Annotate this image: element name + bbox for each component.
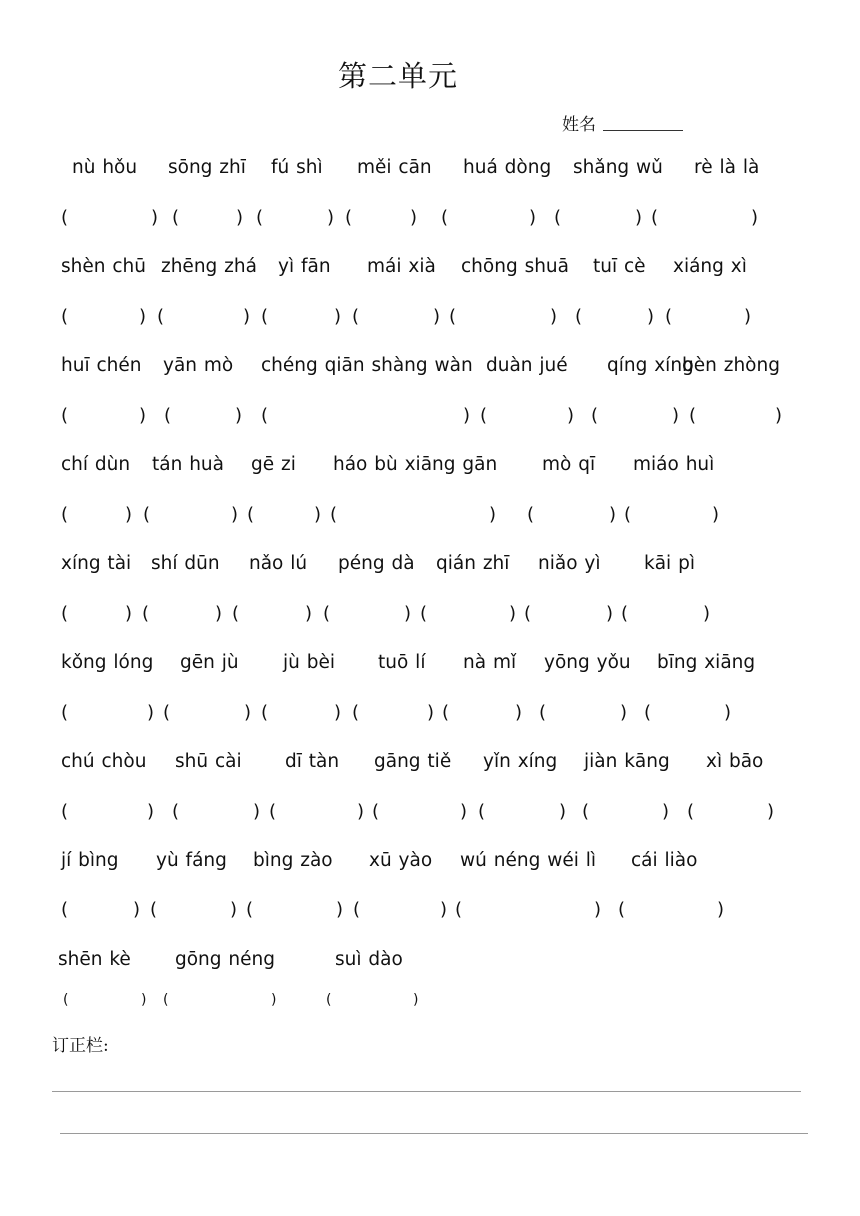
answer-blank-close-paren[interactable]: ) — [314, 504, 322, 525]
answer-blank-close-paren[interactable]: ) — [125, 504, 133, 525]
pinyin-word: tuī cè — [593, 256, 646, 277]
answer-blank-open-paren[interactable]: ( — [157, 306, 165, 327]
answer-blank-open-paren[interactable]: ( — [232, 603, 240, 624]
pinyin-word: shǎng wǔ — [573, 157, 663, 178]
pinyin-word: péng dà — [338, 553, 415, 574]
answer-blank-close-paren[interactable]: ) — [147, 702, 155, 723]
answer-blank-close-paren[interactable]: ) — [305, 603, 313, 624]
pinyin-row — [0, 751, 860, 777]
answer-blank-close-paren[interactable]: ) — [550, 306, 558, 327]
answer-blank-open-paren[interactable]: ( — [150, 899, 158, 920]
answer-blank-open-paren[interactable]: ( — [539, 702, 547, 723]
answer-blank-open-paren[interactable]: ( — [61, 603, 69, 624]
answer-blank-close-paren[interactable]: ) — [712, 504, 720, 525]
answer-blank-open-paren[interactable]: ( — [582, 801, 590, 822]
answer-blank-open-paren[interactable]: ( — [163, 702, 171, 723]
answer-blank-open-paren[interactable]: ( — [353, 899, 361, 920]
answer-blank-open-paren[interactable]: ( — [61, 405, 69, 426]
answer-blank-open-paren[interactable]: ( — [246, 899, 254, 920]
answer-blank-close-paren[interactable]: ) — [125, 603, 133, 624]
pinyin-word: chéng qiān shàng wàn — [261, 355, 473, 376]
pinyin-row — [0, 553, 860, 579]
pinyin-row — [0, 157, 860, 183]
answer-blank-close-paren[interactable]: ) — [724, 702, 732, 723]
pinyin-word: nù hǒu — [72, 157, 138, 178]
answer-blank-open-paren[interactable]: ( — [172, 207, 180, 228]
answer-blank-close-paren[interactable]: ) — [327, 207, 335, 228]
answer-blank-open-paren[interactable]: ( — [163, 992, 169, 1008]
answer-blank-open-paren[interactable]: ( — [449, 306, 457, 327]
answer-blank-close-paren[interactable]: ) — [413, 992, 419, 1008]
answer-blank-close-paren[interactable]: ) — [410, 207, 418, 228]
answer-blank-open-paren[interactable]: ( — [618, 899, 626, 920]
answer-row — [0, 702, 860, 726]
answer-blank-close-paren[interactable]: ) — [594, 899, 602, 920]
answer-blank-close-paren[interactable]: ) — [717, 899, 725, 920]
answer-blank-open-paren[interactable]: ( — [478, 801, 486, 822]
pinyin-word: háo bù xiāng gān — [333, 454, 498, 475]
answer-blank-close-paren[interactable]: ) — [271, 992, 277, 1008]
answer-blank-open-paren[interactable]: ( — [61, 702, 69, 723]
answer-blank-close-paren[interactable]: ) — [151, 207, 159, 228]
pinyin-word: huī chén — [61, 355, 142, 376]
answer-blank-close-paren[interactable]: ) — [620, 702, 628, 723]
pinyin-word: sōng zhī — [168, 157, 246, 178]
answer-row — [0, 207, 860, 231]
answer-blank-close-paren[interactable]: ) — [243, 306, 251, 327]
page-title: 第二单元 — [338, 59, 459, 93]
answer-blank-close-paren[interactable]: ) — [235, 405, 243, 426]
pinyin-word: yān mò — [163, 355, 234, 376]
answer-blank-open-paren[interactable]: ( — [63, 992, 69, 1008]
pinyin-word: bìng zào — [253, 850, 333, 871]
pinyin-word: bèn zhòng — [682, 355, 780, 376]
pinyin-word: yōng yǒu — [544, 652, 631, 673]
answer-blank-close-paren[interactable]: ) — [567, 405, 575, 426]
answer-blank-open-paren[interactable]: ( — [575, 306, 583, 327]
answer-blank-open-paren[interactable]: ( — [651, 207, 659, 228]
pinyin-word: tuō lí — [378, 652, 426, 673]
answer-blank-close-paren[interactable]: ) — [334, 702, 342, 723]
answer-blank-open-paren[interactable]: ( — [687, 801, 695, 822]
answer-blank-close-paren[interactable]: ) — [509, 603, 517, 624]
answer-blank-close-paren[interactable]: ) — [230, 899, 238, 920]
answer-blank-open-paren[interactable]: ( — [261, 306, 269, 327]
pinyin-word: měi cān — [357, 157, 432, 178]
answer-blank-open-paren[interactable]: ( — [591, 405, 599, 426]
pinyin-word: kǒng lóng — [61, 652, 154, 673]
answer-blank-open-paren[interactable]: ( — [330, 504, 338, 525]
answer-blank-open-paren[interactable]: ( — [61, 306, 69, 327]
pinyin-word: xì bāo — [706, 751, 764, 772]
answer-blank-close-paren[interactable]: ) — [357, 801, 365, 822]
answer-blank-close-paren[interactable]: ) — [672, 405, 680, 426]
answer-blank-close-paren[interactable]: ) — [427, 702, 435, 723]
answer-blank-open-paren[interactable]: ( — [524, 603, 532, 624]
pinyin-word: tán huà — [152, 454, 224, 475]
pinyin-word: chōng shuā — [461, 256, 569, 277]
pinyin-word: chí dùn — [61, 454, 131, 475]
pinyin-word: gēn jù — [180, 652, 239, 673]
answer-blank-close-paren[interactable]: ) — [463, 405, 471, 426]
answer-blank-close-paren[interactable]: ) — [635, 207, 643, 228]
pinyin-row — [0, 454, 860, 480]
pinyin-row — [0, 355, 860, 381]
pinyin-word: yù fáng — [156, 850, 227, 871]
pinyin-word: nǎo lú — [249, 553, 308, 574]
pinyin-word: niǎo yì — [538, 553, 601, 574]
pinyin-word: bīng xiāng — [657, 652, 756, 673]
name-blank-line — [603, 130, 683, 131]
pinyin-word: yì fān — [278, 256, 331, 277]
answer-blank-close-paren[interactable]: ) — [744, 306, 752, 327]
pinyin-word: shí dūn — [151, 553, 220, 574]
answer-blank-open-paren[interactable]: ( — [621, 603, 629, 624]
pinyin-word: shū cài — [175, 751, 242, 772]
answer-blank-open-paren[interactable]: ( — [372, 801, 380, 822]
answer-row — [0, 405, 860, 429]
pinyin-word: wú néng wéi lì — [460, 850, 597, 871]
answer-blank-open-paren[interactable]: ( — [527, 504, 535, 525]
pinyin-word: jù bèi — [283, 652, 336, 673]
correction-label: 订正栏: — [52, 1036, 109, 1056]
answer-blank-open-paren[interactable]: ( — [689, 405, 697, 426]
answer-blank-close-paren[interactable]: ) — [334, 306, 342, 327]
answer-blank-open-paren[interactable]: ( — [352, 702, 360, 723]
answer-blank-open-paren[interactable]: ( — [142, 603, 150, 624]
pinyin-word: cái liào — [631, 850, 698, 871]
pinyin-word: zhēng zhá — [161, 256, 257, 277]
pinyin-word: gōng néng — [175, 949, 275, 970]
answer-row — [0, 801, 860, 825]
pinyin-word: qián zhī — [436, 553, 510, 574]
answer-blank-close-paren[interactable]: ) — [609, 504, 617, 525]
pinyin-row — [0, 256, 860, 282]
pinyin-word: fú shì — [271, 157, 323, 178]
answer-blank-close-paren[interactable]: ) — [244, 702, 252, 723]
pinyin-word: rè là là — [694, 157, 760, 178]
answer-blank-close-paren[interactable]: ) — [147, 801, 155, 822]
answer-blank-open-paren[interactable]: ( — [247, 504, 255, 525]
pinyin-word: shēn kè — [58, 949, 131, 970]
pinyin-word: jiàn kāng — [584, 751, 670, 772]
pinyin-row — [0, 949, 860, 975]
answer-blank-close-paren[interactable]: ) — [336, 899, 344, 920]
pinyin-word: xiáng xì — [673, 256, 747, 277]
answer-blank-close-paren[interactable]: ) — [215, 603, 223, 624]
pinyin-word: dī tàn — [285, 751, 340, 772]
answer-blank-open-paren[interactable]: ( — [256, 207, 264, 228]
answer-blank-close-paren[interactable]: ) — [606, 603, 614, 624]
pinyin-word: mò qī — [542, 454, 596, 475]
answer-blank-open-paren[interactable]: ( — [455, 899, 463, 920]
answer-blank-open-paren[interactable]: ( — [644, 702, 652, 723]
correction-line-1 — [52, 1091, 801, 1092]
answer-blank-open-paren[interactable]: ( — [326, 992, 332, 1008]
answer-blank-open-paren[interactable]: ( — [61, 504, 69, 525]
pinyin-word: huá dòng — [463, 157, 552, 178]
name-label: 姓名 — [562, 115, 596, 135]
pinyin-word: suì dào — [335, 949, 403, 970]
answer-blank-open-paren[interactable]: ( — [61, 207, 69, 228]
answer-row — [0, 603, 860, 627]
answer-blank-close-paren[interactable]: ) — [703, 603, 711, 624]
answer-blank-open-paren[interactable]: ( — [420, 603, 428, 624]
answer-blank-close-paren[interactable]: ) — [253, 801, 261, 822]
answer-blank-close-paren[interactable]: ) — [139, 405, 147, 426]
answer-blank-close-paren[interactable]: ) — [440, 899, 448, 920]
answer-blank-close-paren[interactable]: ) — [460, 801, 468, 822]
answer-blank-open-paren[interactable]: ( — [624, 504, 632, 525]
answer-blank-open-paren[interactable]: ( — [665, 306, 673, 327]
answer-blank-close-paren[interactable]: ) — [139, 306, 147, 327]
answer-blank-open-paren[interactable]: ( — [345, 207, 353, 228]
answer-blank-open-paren[interactable]: ( — [323, 603, 331, 624]
answer-blank-open-paren[interactable]: ( — [143, 504, 151, 525]
pinyin-word: yǐn xíng — [483, 751, 558, 772]
correction-line-2 — [60, 1133, 808, 1134]
answer-row — [0, 899, 860, 923]
answer-blank-close-paren[interactable]: ) — [236, 207, 244, 228]
pinyin-word: shèn chū — [61, 256, 146, 277]
answer-blank-open-paren[interactable]: ( — [61, 899, 69, 920]
answer-blank-open-paren[interactable]: ( — [261, 405, 269, 426]
answer-blank-open-paren[interactable]: ( — [261, 702, 269, 723]
answer-blank-open-paren[interactable]: ( — [172, 801, 180, 822]
answer-blank-open-paren[interactable]: ( — [352, 306, 360, 327]
answer-blank-close-paren[interactable]: ) — [133, 899, 141, 920]
pinyin-word: kāi pì — [644, 553, 695, 574]
answer-blank-open-paren[interactable]: ( — [269, 801, 277, 822]
answer-blank-close-paren[interactable]: ) — [515, 702, 523, 723]
pinyin-word: xū yào — [369, 850, 433, 871]
answer-blank-close-paren[interactable]: ) — [529, 207, 537, 228]
pinyin-word: mái xià — [367, 256, 436, 277]
answer-blank-open-paren[interactable]: ( — [554, 207, 562, 228]
answer-row — [0, 992, 860, 1016]
pinyin-row — [0, 652, 860, 678]
answer-blank-open-paren[interactable]: ( — [61, 801, 69, 822]
answer-blank-open-paren[interactable]: ( — [480, 405, 488, 426]
pinyin-row — [0, 850, 860, 876]
answer-blank-close-paren[interactable]: ) — [489, 504, 497, 525]
pinyin-word: gāng tiě — [374, 751, 452, 772]
pinyin-word: miáo huì — [633, 454, 715, 475]
answer-blank-close-paren[interactable]: ) — [647, 306, 655, 327]
answer-blank-close-paren[interactable]: ) — [433, 306, 441, 327]
pinyin-word: xíng tài — [61, 553, 132, 574]
answer-blank-close-paren[interactable]: ) — [559, 801, 567, 822]
answer-blank-close-paren[interactable]: ) — [775, 405, 783, 426]
answer-blank-close-paren[interactable]: ) — [404, 603, 412, 624]
answer-blank-close-paren[interactable]: ) — [767, 801, 775, 822]
answer-row — [0, 306, 860, 330]
pinyin-word: duàn jué — [486, 355, 568, 376]
pinyin-word: qíng xíng — [607, 355, 694, 376]
answer-blank-open-paren[interactable]: ( — [441, 207, 449, 228]
pinyin-word: gē zi — [251, 454, 296, 475]
answer-blank-close-paren[interactable]: ) — [231, 504, 239, 525]
answer-blank-close-paren[interactable]: ) — [751, 207, 759, 228]
answer-row — [0, 504, 860, 528]
answer-blank-close-paren[interactable]: ) — [141, 992, 147, 1008]
answer-blank-open-paren[interactable]: ( — [442, 702, 450, 723]
answer-blank-open-paren[interactable]: ( — [164, 405, 172, 426]
answer-blank-close-paren[interactable]: ) — [662, 801, 670, 822]
pinyin-word: nà mǐ — [463, 652, 517, 673]
pinyin-word: jí bìng — [61, 850, 119, 871]
pinyin-word: chú chòu — [61, 751, 147, 772]
